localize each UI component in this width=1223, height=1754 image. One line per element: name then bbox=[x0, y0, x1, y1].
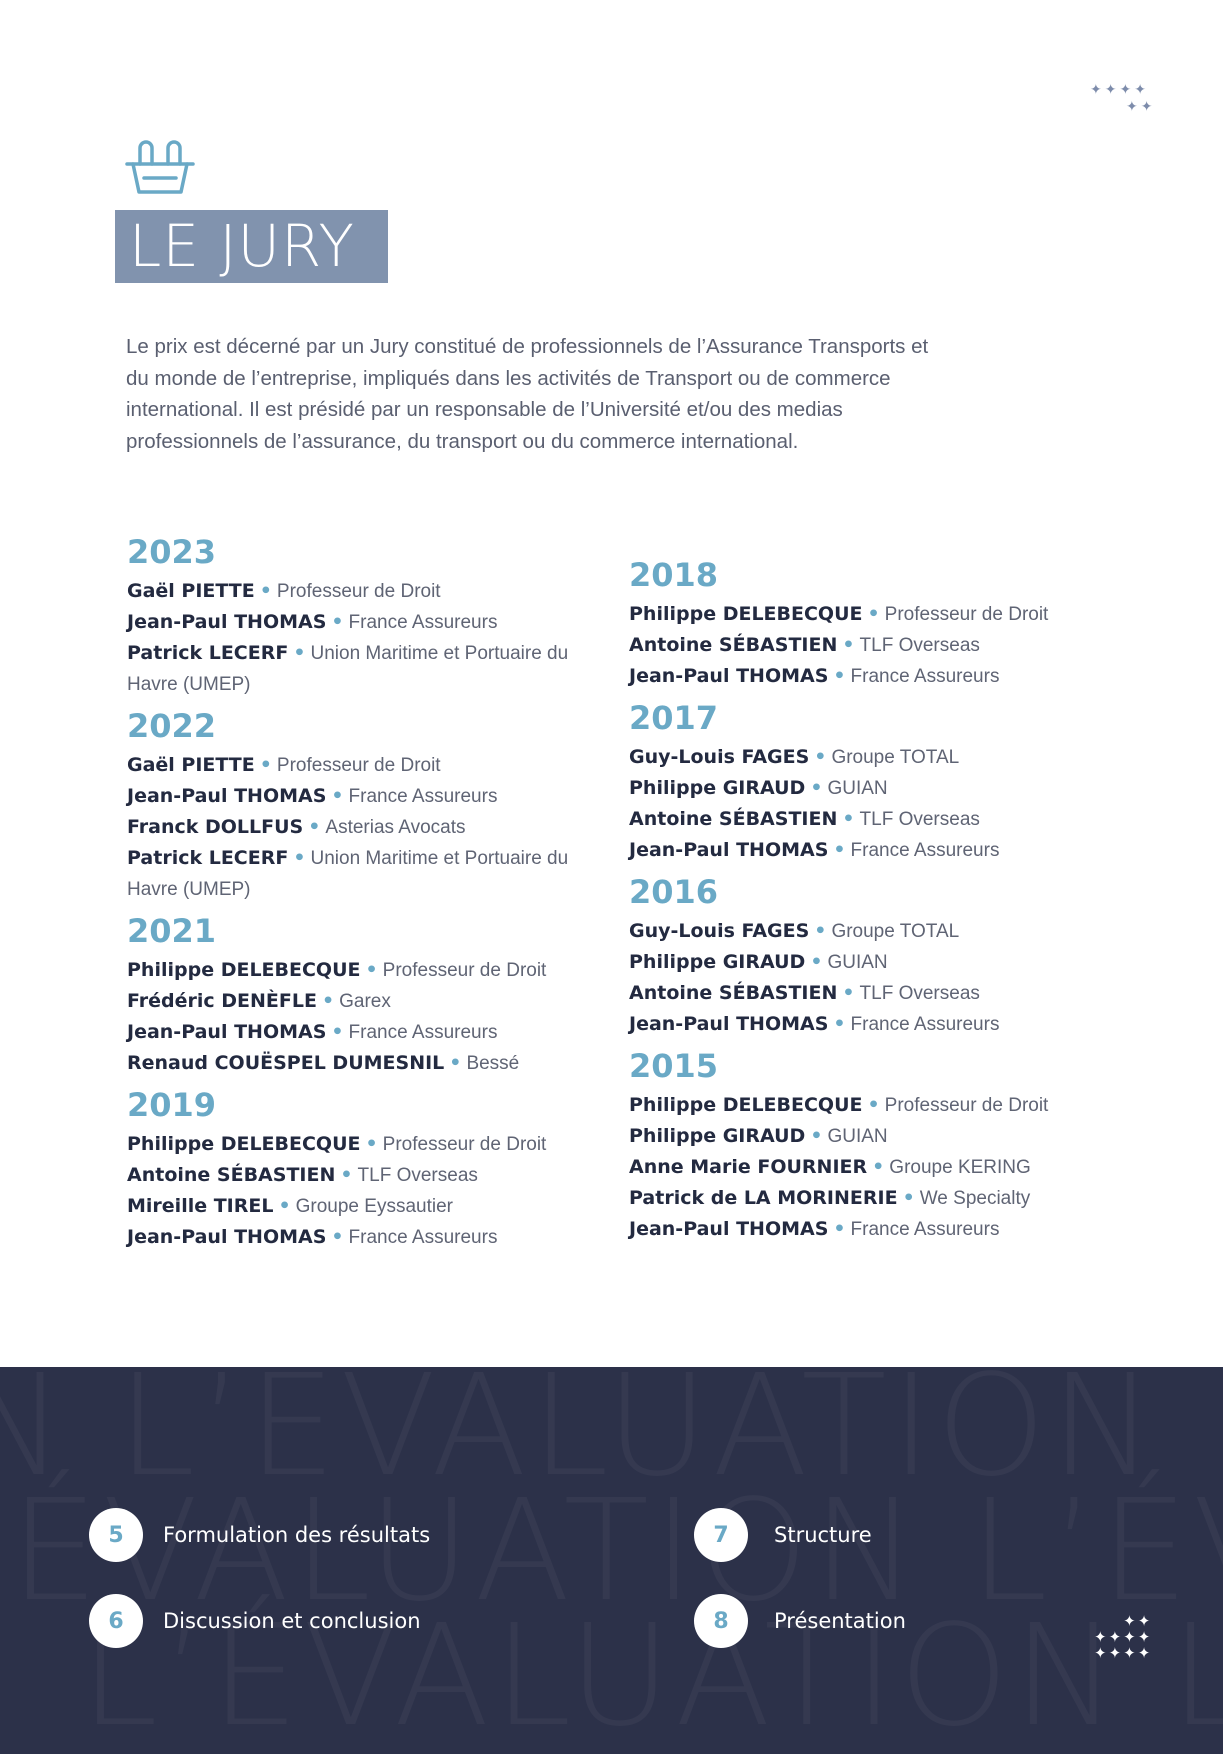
bullet-separator: • bbox=[842, 634, 855, 656]
member-name: Jean-Paul THOMAS bbox=[629, 1218, 829, 1240]
bullet-separator: • bbox=[867, 1094, 880, 1116]
bullet-separator: • bbox=[872, 1156, 885, 1178]
jury-member bbox=[127, 638, 617, 700]
intro-paragraph: Le prix est décerné par un Jury constitué de professionnels de l’Assurance Transports et du monde de l’entreprise, impliqués dans les activités de Transport ou de commerce international. Il est présidé par un responsable de l’Université et/ou des medias professionnels de l’assurance, du transport ou du commerce international. bbox=[126, 335, 929, 453]
jury-member bbox=[629, 916, 1119, 947]
member-name: Philippe DELEBECQUE bbox=[127, 959, 361, 981]
nav-number: 6 bbox=[89, 1594, 143, 1648]
nav-label: Structure bbox=[774, 1523, 872, 1547]
jury-year-group bbox=[629, 870, 1119, 1040]
member-name: Guy-Louis FAGES bbox=[629, 920, 810, 942]
bullet-separator: • bbox=[810, 951, 823, 973]
member-name: Antoine SÉBASTIEN bbox=[629, 982, 838, 1004]
member-organization: GUIAN bbox=[827, 778, 888, 799]
member-organization: France Assureurs bbox=[850, 666, 1000, 687]
bullet-separator: • bbox=[842, 982, 855, 1004]
jury-member bbox=[127, 1160, 617, 1191]
nav-item-8[interactable] bbox=[694, 1594, 906, 1648]
bullet-separator: • bbox=[842, 808, 855, 830]
member-organization: France Assureurs bbox=[850, 1219, 1000, 1240]
nav-label: Formulation des résultats bbox=[163, 1523, 431, 1547]
jury-member bbox=[629, 1090, 1119, 1121]
member-name: Philippe DELEBECQUE bbox=[629, 603, 863, 625]
jury-member bbox=[127, 812, 617, 843]
member-organization: Garex bbox=[339, 991, 391, 1012]
jury-year: 2016 bbox=[629, 873, 719, 911]
member-name: Jean-Paul THOMAS bbox=[127, 1226, 327, 1248]
nav-item-7[interactable] bbox=[694, 1508, 872, 1562]
jury-year-group bbox=[629, 553, 1119, 692]
bullet-separator: • bbox=[449, 1052, 462, 1074]
bullet-separator: • bbox=[331, 1226, 344, 1248]
member-name: Philippe GIRAUD bbox=[629, 777, 806, 799]
member-name: Jean-Paul THOMAS bbox=[127, 611, 327, 633]
member-name: Patrick LECERF bbox=[127, 847, 289, 869]
member-name: Jean-Paul THOMAS bbox=[629, 665, 829, 687]
jury-member bbox=[127, 1017, 617, 1048]
member-organization: GUIAN bbox=[827, 1126, 888, 1147]
member-organization: Groupe TOTAL bbox=[831, 921, 960, 942]
jury-member bbox=[127, 1129, 617, 1160]
bullet-separator: • bbox=[293, 642, 306, 664]
member-organization: Professeur de Droit bbox=[382, 1134, 547, 1155]
nav-item-6[interactable] bbox=[89, 1594, 421, 1648]
member-organization: TLF Overseas bbox=[859, 635, 980, 656]
jury-member bbox=[127, 781, 617, 812]
jury-year: 2021 bbox=[127, 912, 217, 950]
member-organization: France Assureurs bbox=[348, 612, 498, 633]
jury-member bbox=[629, 1121, 1119, 1152]
jury-member bbox=[629, 804, 1119, 835]
member-name: Guy-Louis FAGES bbox=[629, 746, 810, 768]
bullet-separator: • bbox=[365, 1133, 378, 1155]
jury-year-group bbox=[127, 530, 617, 700]
bullet-separator: • bbox=[259, 754, 272, 776]
member-organization: Union Maritime et Portuaire du Havre (UMEP) bbox=[127, 643, 569, 695]
bullet-separator: • bbox=[902, 1187, 915, 1209]
bullet-separator: • bbox=[331, 1021, 344, 1043]
member-organization: TLF Overseas bbox=[357, 1165, 478, 1186]
member-name: Philippe DELEBECQUE bbox=[127, 1133, 361, 1155]
member-name: Gaël PIETTE bbox=[127, 754, 255, 776]
bullet-separator: • bbox=[833, 839, 846, 861]
bullet-separator: • bbox=[833, 665, 846, 687]
member-name: Patrick de LA MORINERIE bbox=[629, 1187, 898, 1209]
jury-member bbox=[629, 947, 1119, 978]
jury-member bbox=[629, 661, 1119, 692]
member-organization: Professeur de Droit bbox=[276, 755, 441, 776]
jury-member bbox=[127, 986, 617, 1017]
jury-member bbox=[629, 835, 1119, 866]
bullet-separator: • bbox=[259, 580, 272, 602]
bullet-separator: • bbox=[833, 1218, 846, 1240]
bullet-separator: • bbox=[278, 1195, 291, 1217]
member-name: Philippe DELEBECQUE bbox=[629, 1094, 863, 1116]
bullet-separator: • bbox=[321, 990, 335, 1012]
member-organization: TLF Overseas bbox=[859, 809, 980, 830]
nav-number: 5 bbox=[89, 1508, 143, 1562]
member-organization: Groupe KERING bbox=[889, 1157, 1031, 1178]
member-organization: Bessé bbox=[466, 1053, 520, 1074]
member-name: Antoine SÉBASTIEN bbox=[629, 634, 838, 656]
member-name: Jean-Paul THOMAS bbox=[127, 1021, 327, 1043]
bullet-separator: • bbox=[833, 1013, 846, 1035]
bullet-separator: • bbox=[814, 920, 827, 942]
member-organization: France Assureurs bbox=[348, 1022, 498, 1043]
member-name: Jean-Paul THOMAS bbox=[127, 785, 327, 807]
member-name: Antoine SÉBASTIEN bbox=[127, 1164, 336, 1186]
jury-member bbox=[629, 773, 1119, 804]
member-organization: France Assureurs bbox=[348, 786, 498, 807]
member-organization: We Specialty bbox=[919, 1188, 1031, 1209]
jury-member bbox=[127, 1222, 617, 1253]
nav-number: 8 bbox=[694, 1594, 748, 1648]
jury-member bbox=[629, 1214, 1119, 1245]
jury-year-group bbox=[127, 909, 617, 1079]
bullet-separator: • bbox=[308, 816, 321, 838]
member-organization: Asterias Avocats bbox=[325, 817, 466, 838]
jury-member bbox=[629, 1183, 1119, 1214]
page-title: LE JURY bbox=[129, 212, 355, 280]
jury-member bbox=[127, 955, 617, 986]
jury-basket-icon bbox=[124, 134, 196, 200]
member-name: Antoine SÉBASTIEN bbox=[629, 808, 838, 830]
nav-label: Discussion et conclusion bbox=[163, 1609, 421, 1633]
bullet-separator: • bbox=[331, 785, 344, 807]
title-box bbox=[115, 210, 388, 283]
jury-member bbox=[127, 843, 617, 905]
bullet-separator: • bbox=[810, 777, 823, 799]
jury-year-group bbox=[127, 1083, 617, 1253]
sparkle-cluster-icon: ✦✦✦✦ ✦✦ bbox=[1090, 82, 1156, 115]
bullet-separator: • bbox=[365, 959, 378, 981]
bullet-separator: • bbox=[814, 746, 827, 768]
jury-year-group bbox=[629, 696, 1119, 866]
jury-member bbox=[127, 1048, 617, 1079]
jury-member bbox=[629, 630, 1119, 661]
jury-year: 2022 bbox=[127, 707, 217, 745]
member-organization: Groupe TOTAL bbox=[831, 747, 960, 768]
jury-column-right bbox=[629, 553, 1119, 1249]
member-organization: Professeur de Droit bbox=[276, 581, 441, 602]
member-organization: TLF Overseas bbox=[859, 983, 980, 1004]
jury-year: 2017 bbox=[629, 699, 719, 737]
jury-year: 2019 bbox=[127, 1086, 217, 1124]
member-name: Frédéric DENÈFLE bbox=[127, 990, 317, 1012]
member-organization: Professeur de Droit bbox=[382, 960, 547, 981]
jury-year: 2023 bbox=[127, 533, 217, 571]
nav-item-5[interactable] bbox=[89, 1508, 430, 1562]
bullet-separator: • bbox=[867, 603, 880, 625]
member-name: Patrick LECERF bbox=[127, 642, 289, 664]
member-organization: France Assureurs bbox=[348, 1227, 498, 1248]
bullet-separator: • bbox=[293, 847, 306, 869]
jury-member bbox=[629, 742, 1119, 773]
member-organization: France Assureurs bbox=[850, 1014, 1000, 1035]
footer bbox=[0, 1367, 1223, 1754]
nav-label: Présentation bbox=[774, 1609, 906, 1633]
jury-member bbox=[629, 599, 1119, 630]
member-name: Gaël PIETTE bbox=[127, 580, 255, 602]
member-name: Franck DOLLFUS bbox=[127, 816, 304, 838]
member-organization: France Assureurs bbox=[850, 840, 1000, 861]
jury-member bbox=[127, 750, 617, 781]
member-name: Jean-Paul THOMAS bbox=[629, 839, 829, 861]
jury-member bbox=[629, 978, 1119, 1009]
jury-column-left bbox=[127, 530, 617, 1257]
jury-member bbox=[629, 1152, 1119, 1183]
bullet-separator: • bbox=[810, 1125, 823, 1147]
jury-member bbox=[127, 576, 617, 607]
jury-member bbox=[127, 607, 617, 638]
member-organization: Groupe Eyssautier bbox=[295, 1196, 453, 1217]
member-name: Anne Marie FOURNIER bbox=[629, 1156, 868, 1178]
member-name: Philippe GIRAUD bbox=[629, 1125, 806, 1147]
bullet-separator: • bbox=[331, 611, 344, 633]
member-organization: Union Maritime et Portuaire du Havre (UMEP) bbox=[127, 848, 569, 900]
member-name: Philippe GIRAUD bbox=[629, 951, 806, 973]
member-name: Jean-Paul THOMAS bbox=[629, 1013, 829, 1035]
bullet-separator: • bbox=[340, 1164, 353, 1186]
jury-year: 2015 bbox=[629, 1047, 719, 1085]
jury-member bbox=[629, 1009, 1119, 1040]
member-name: Mireille TIREL bbox=[127, 1195, 274, 1217]
nav-number: 7 bbox=[694, 1508, 748, 1562]
member-name: Renaud COUËSPEL DUMESNIL bbox=[127, 1052, 445, 1074]
member-organization: Professeur de Droit bbox=[884, 1095, 1049, 1116]
member-organization: Professeur de Droit bbox=[884, 604, 1049, 625]
jury-year: 2018 bbox=[629, 556, 719, 594]
jury-year-group bbox=[127, 704, 617, 905]
member-organization: GUIAN bbox=[827, 952, 888, 973]
sparkle-grid-icon: ✦✦ ✦✦✦✦ ✦✦✦✦ bbox=[1094, 1612, 1153, 1662]
jury-member bbox=[127, 1191, 617, 1222]
jury-year-group bbox=[629, 1044, 1119, 1245]
